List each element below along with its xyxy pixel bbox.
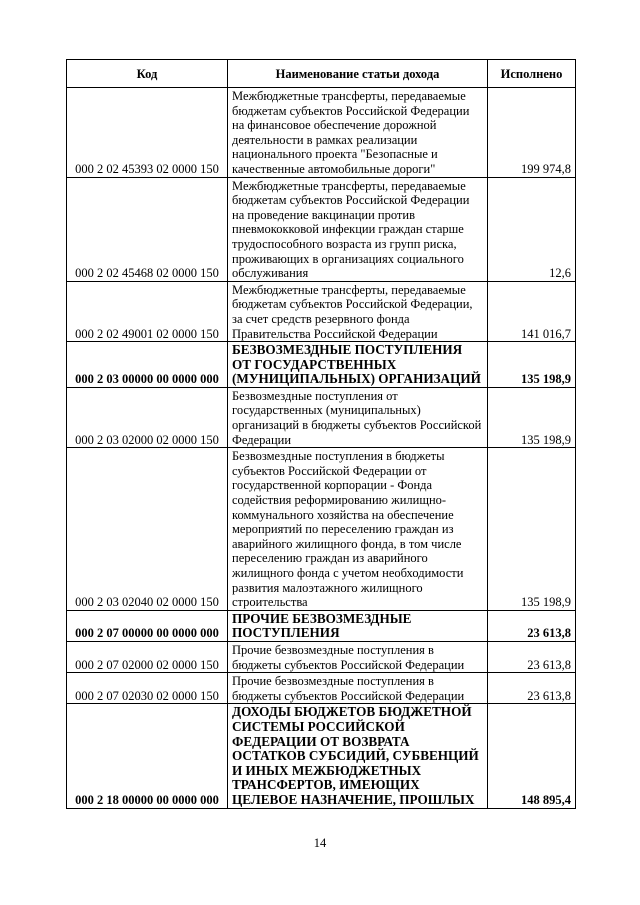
table-row — [67, 88, 576, 178]
row-name: Безвозмездные поступления в бюджеты субъектов Российской Федерации от государственной корпорации - Фонда содействия реформированию жилищно-коммунального хозяйства на обеспечение мероприятий по переселению граждан из аварийного жилищного фонда, в том числе переселению граждан из аварийного жилищного фонда с учетом необходимости развития малоэтажного жилищного строительства — [228, 448, 488, 611]
table-header-row — [67, 60, 576, 88]
row-amount: 141 016,7 — [488, 281, 576, 341]
row-code: 000 2 18 00000 00 0000 000 — [67, 704, 228, 808]
row-name: Межбюджетные трансферты, передаваемые бюджетам субъектов Российской Федерации на финансовое обеспечение дорожной деятельности в рамках реализации национального проекта "Безопасные и качественные автомобильные дороги" — [228, 88, 488, 178]
row-amount: 23 613,8 — [488, 610, 576, 641]
row-amount: 199 974,8 — [488, 88, 576, 178]
row-amount: 135 198,9 — [488, 448, 576, 611]
header-executed: Исполнено — [488, 60, 576, 88]
row-amount: 135 198,9 — [488, 387, 576, 447]
row-name: ДОХОДЫ БЮДЖЕТОВ БЮДЖЕТНОЙ СИСТЕМЫ РОССИЙСКОЙ ФЕДЕРАЦИИ ОТ ВОЗВРАТА ОСТАТКОВ СУБСИДИЙ, СУБВЕНЦИЙ И ИНЫХ МЕЖБЮДЖЕТНЫХ ТРАНСФЕРТОВ, ИМЕЮЩИХ ЦЕЛЕВОЕ НАЗНАЧЕНИЕ, ПРОШЛЫХ — [228, 704, 488, 808]
row-amount: 135 198,9 — [488, 342, 576, 388]
row-code: 000 2 03 02000 02 0000 150 — [67, 387, 228, 447]
row-code: 000 2 07 00000 00 0000 000 — [67, 610, 228, 641]
row-name: Прочие безвозмездные поступления в бюджеты субъектов Российской Федерации — [228, 641, 488, 672]
row-code: 000 2 07 02000 02 0000 150 — [67, 641, 228, 672]
table-row — [67, 610, 576, 641]
revenue-table — [66, 59, 576, 809]
table-row — [67, 704, 576, 808]
row-amount: 12,6 — [488, 177, 576, 281]
row-name: Межбюджетные трансферты, передаваемые бюджетам субъектов Российской Федерации, за счет средств резервного фонда Правительства Российской Федерации — [228, 281, 488, 341]
table-row — [67, 342, 576, 388]
row-name: БЕЗВОЗМЕЗДНЫЕ ПОСТУПЛЕНИЯ ОТ ГОСУДАРСТВЕННЫХ (МУНИЦИПАЛЬНЫХ) ОРГАНИЗАЦИЙ — [228, 342, 488, 388]
row-code: 000 2 03 02040 02 0000 150 — [67, 448, 228, 611]
row-amount: 23 613,8 — [488, 673, 576, 704]
row-code: 000 2 03 00000 00 0000 000 — [67, 342, 228, 388]
table-row — [67, 387, 576, 447]
row-code: 000 2 02 45393 02 0000 150 — [67, 88, 228, 178]
table-row — [67, 177, 576, 281]
row-amount: 148 895,4 — [488, 704, 576, 808]
row-name: Прочие безвозмездные поступления в бюджеты субъектов Российской Федерации — [228, 673, 488, 704]
row-name: ПРОЧИЕ БЕЗВОЗМЕЗДНЫЕ ПОСТУПЛЕНИЯ — [228, 610, 488, 641]
table-row — [67, 641, 576, 672]
table-row — [67, 448, 576, 611]
row-code: 000 2 07 02030 02 0000 150 — [67, 673, 228, 704]
table-row — [67, 673, 576, 704]
table-row — [67, 281, 576, 341]
row-code: 000 2 02 45468 02 0000 150 — [67, 177, 228, 281]
row-name: Межбюджетные трансферты, передаваемые бюджетам субъектов Российской Федерации на проведение вакцинации против пневмококковой инфекции граждан старше трудоспособного возраста из групп риска, проживающих в организациях социального обслуживания — [228, 177, 488, 281]
header-code: Код — [67, 60, 228, 88]
row-code: 000 2 02 49001 02 0000 150 — [67, 281, 228, 341]
row-amount: 23 613,8 — [488, 641, 576, 672]
page-number: 14 — [313, 836, 327, 850]
header-name: Наименование статьи дохода — [228, 60, 488, 88]
row-name: Безвозмездные поступления от государственных (муниципальных) организаций в бюджеты субъектов Российской Федерации — [228, 387, 488, 447]
